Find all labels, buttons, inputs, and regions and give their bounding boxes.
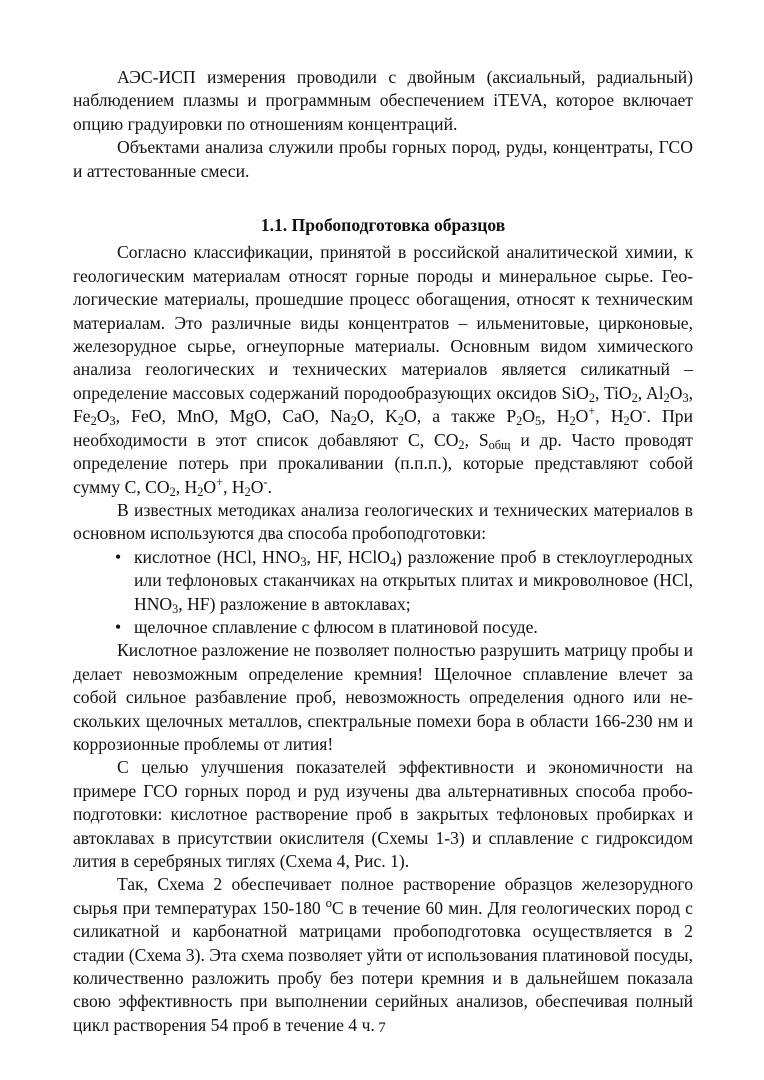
paragraph-acid-limitations: Кислотное разложение не позволяет полностью разрушить матрицу пробы и делает невозможным определение кремния! Щелочное сплавление влечет за собой сильное разбавление проб, невозможность определения одного или нескольких щелочных металлов, спектральные помехи бора в области 166-230 нм и коррозионные проблемы от лития! xyxy=(73,640,693,754)
paragraph-alternative-methods: С целью улучшения показателей эффективности и экономичности на примере ГСО горных пород и руд изучены два альтернативных способа пробоподготовки: кислотное растворение проб в закрытых тефлоновых пробирках и автоклавах в присутствии окислителя (Схемы 1-3) и сплавление с гидроксидом лития в серебряных тиглях (Схема 4, Рис. 1). xyxy=(73,757,693,871)
paragraph-analysis-objects: Объектами анализа служили пробы горных пород, руды, концентраты, ГСО и аттестованные смеси. xyxy=(73,137,693,181)
list-item-alkaline-fusion: • щелочное сплавление с флюсом в платиновой посуде. xyxy=(119,616,693,639)
paragraph-classification: Согласно классификации, принятой в российской аналитической химии, к геологическим материалам относят горные породы и минеральное сырье. Геологические материалы, прошедшие процесс обогащения, относят к техническим материалам. Это различные виды концентратов – ильменитовые, цирконовые, железорудное сырье, огнеупорные материалы. Основным видом химического анализа геологических и технических материалов является силикатный – определение массовых содержаний породообразующих оксидов SiO$_2$, TiO$_2$, $Al_2O_3$, $Fe_2O_3$, FeO, MnO, MgO, CaO, $Na_2O$, $K_2O$, а также $P_2O_5$, $H_2O^+$, $H_2O^-$. При необходимости в этот список добавляют C, $CO_2$, $S_{общ}$ и др. Часто проводят определение потерь при прокаливании (п.п.п.), которые представляют собой сумму C, $CO_2$, $H_2O^+$, $H_2O^-$. xyxy=(73,242,694,499)
bullet-marker: • xyxy=(115,546,122,567)
paragraph-methods-intro: В известных методиках анализа геологических и технических материалов в основном используются два способа пробоподготовки: xyxy=(73,499,693,544)
page-number: 7 xyxy=(378,1020,386,1036)
list-item-acid-decomposition: • кислотное (HCl, $HNO_3$, HF, HClO$_4$) разложение проб в стеклоуглеродных или тефлоновых стаканчиках на открытых плитах и микроволновое (HCl, $HNO_3$, HF) разложение в автоклавах; xyxy=(115,546,693,616)
paragraph-aes-icp: АЭС-ИСП измерения проводили с двойным (аксиальный, радиальный) наблюдением плазмы и программным обеспечением iTEVA, которое включает опцию градуировки по отношениям концентраций. xyxy=(73,67,693,134)
bullet-marker: • xyxy=(115,616,122,637)
methods-list xyxy=(73,546,693,640)
section-heading: 1.1. Пробоподготовка образцов xyxy=(260,215,506,236)
paragraph-scheme-2: Так, Схема 2 обеспечивает полное растворение образцов железорудного сырья при температурах 150-180 $^o$С в течение 60 мин. Для геологических пород с силикатной и карбонатной матрицами пробоподготовка осуществляется в 2 стадии (Схема 3). Эта схема позволяет уйти от использования платиновой посуды, количественно разложить пробу без потери кремния и в дальнейшем показала свою эффективность при выполнении серийных анализов, обеспечивая полный цикл растворения 54 проб в течение 4 ч. xyxy=(73,874,693,1035)
